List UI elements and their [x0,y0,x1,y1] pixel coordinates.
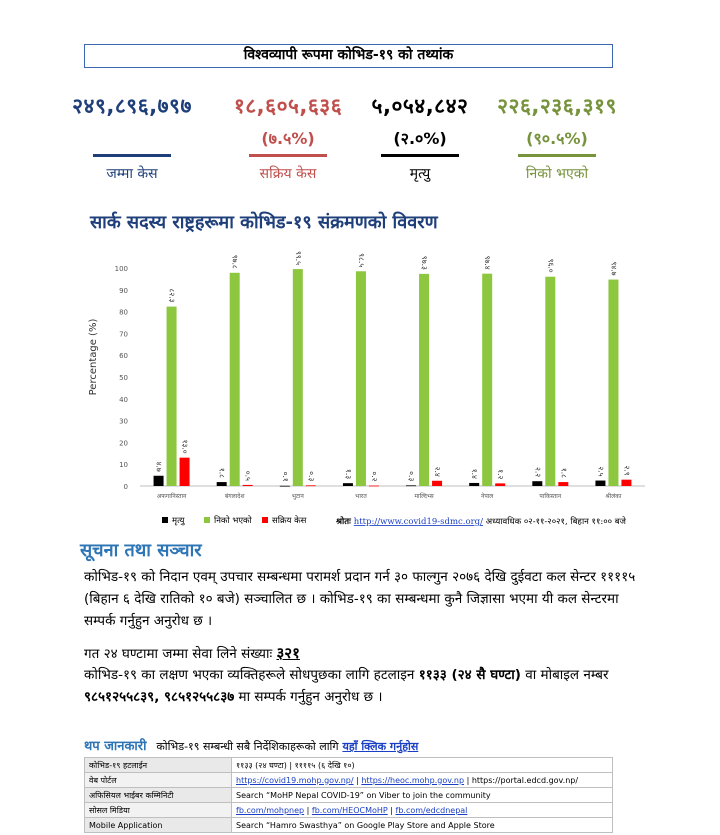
bar-0-3 [343,483,353,486]
bar-value-label: ०.३ [407,471,417,482]
y-tick-label: 10 [119,461,128,470]
bar-1-6 [545,277,555,486]
table-key: Mobile Application [85,818,232,833]
y-tick-label: 20 [119,439,128,448]
social-link-mohpnep[interactable]: fb.com/mohpnep [236,805,305,815]
social-link-heocmohp[interactable]: fb.com/HEOCMoHP [311,805,388,815]
x-tick-label: बंगलादेश [224,493,245,500]
bar-value-label: ०.३ [306,471,316,482]
x-tick-label: माल्दिभ्स [414,493,434,500]
bar-1-4 [419,274,429,486]
page-title-box [84,44,613,68]
stat-active-value: १८,६०५,६३६ [233,94,343,118]
bar-value-label: १३.० [180,439,190,454]
chart-source-prefix: श्रोतः [336,517,354,527]
bar-0-1 [217,482,227,486]
chart-legend [162,515,307,526]
page-title: विश्वव्यापी रूपमा कोभिड-१९ को तथ्यांक [243,47,454,63]
bar-value-label: १.२ [496,469,506,480]
stat-active-percent: (७.५%) [261,129,315,148]
bar-2-6 [558,482,568,486]
hotline-text-a: कोभिड-१९ का लक्षण भएका व्यक्तिहरूले सोधपुछका लागि हटलाइन [84,667,419,683]
legend-label: मृत्यु [172,516,185,526]
more-info-row [84,736,418,754]
table-row [85,773,613,788]
more-info-label: थप जानकारी [84,739,147,754]
table-key: कोभिड-१९ हटलाईन [85,758,232,773]
stat-deaths [340,92,500,185]
call-center-paragraph: कोभिड-१९ को निदान एवम् उपचार सम्बन्धमा परामर्श प्रदान गर्न ३० फाल्गुन २०७६ देखि दुईवटा कल सेन्टर ११११५ (बिहान ६ देखि रातिको १० बजे) सञ्चालित छ । कोभिड-१९ का सम्बन्धमा कुनै जिज्ञासा भएमा यी कल सेन्टरमा सम्पर्क गर्नुहुन अनुरोध छ । [84,569,636,629]
bar-0-6 [532,481,542,486]
chart-source-link: http://www.covid19-sdmc.org/ [353,517,483,527]
stat-active-label: सक्रिय केस [259,166,317,182]
legend-swatch [162,517,168,523]
bar-value-label: ९७.३ [420,255,430,270]
service-count-line [84,642,644,665]
bar-1-7 [608,280,618,486]
table-key: सोसल मिडिया [85,803,232,818]
stat-total-percent [52,128,212,150]
bar-value-label: २.५ [596,466,606,477]
chart-data-labels [155,251,632,482]
guidelines-link[interactable]: यहाँ क्लिक गर्नुहोस [342,740,419,753]
service-count-value: ३२१ [276,644,300,662]
chart-y-axis-label: Percentage (%) [88,318,99,396]
y-tick-label: 50 [119,374,128,382]
table-row [85,818,613,833]
portal-link-covid19[interactable]: https://covid19.mohp.gov.np/ [236,775,354,785]
bar-2-3 [369,486,379,487]
bar-value-label: ९४.७ [609,261,619,276]
y-tick-label: 80 [119,308,128,317]
y-tick-label: 90 [119,286,128,295]
bar-value-label: ०.१ [280,471,290,482]
bar-value-label: ९७.४ [483,255,493,270]
stat-deaths-label: मृत्यु [409,166,431,182]
legend-swatch [262,517,268,523]
y-tick-label: 70 [119,330,128,339]
bar-value-label: ०.२ [369,471,379,482]
saarc-bar-chart [80,232,650,532]
bar-value-label: २.२ [533,467,543,478]
y-tick-label: 30 [119,417,128,426]
stat-deaths-underline [381,154,459,157]
info-heading: सूचना तथा सञ्चार [80,540,202,561]
more-info-text: कोभिड-१९ सम्बन्धी सबै निर्देशिकाहरूको लागि [156,740,339,753]
stat-total-cases [52,92,212,185]
bar-0-4 [406,485,416,486]
contact-info-table [84,757,613,833]
hotline-text-e: मा सम्पर्क गर्नुहुन अनुरोध छ । [234,689,383,705]
table-row [85,758,613,773]
bar-value-label: २.४ [433,466,443,477]
bar-value-label: ०.५ [243,470,253,481]
mobile-numbers: ९८५१२५५८३९, ९८५१२५५८३७ [84,689,235,705]
bar-0-7 [595,481,605,486]
chart-source-updated: अध्यावधिक ०२-११-२०२१, बिहान ११:०० बजे [482,517,626,527]
chart-source [335,516,627,527]
bar-1-3 [356,271,366,486]
bar-1-2 [293,269,303,486]
bar-2-1 [243,485,253,486]
bar-value-label: ९७.८ [230,254,240,269]
x-tick-label: अफगानिस्तान [156,493,187,500]
social-media-links: fb.com/mohpnep | fb.com/HEOCMoHP | fb.com/edcdnepal [232,803,613,818]
stat-recovered-label: निको भएको [525,166,589,182]
bar-0-2 [280,486,290,487]
bar-0-0 [154,476,164,486]
stat-total-value: २४९,८९६,७९७ [72,94,192,118]
legend-label: सक्रिय केस [272,516,307,526]
bar-value-label: १.८ [217,467,227,479]
chart-bars [154,269,632,486]
bar-0-5 [469,483,479,486]
bar-value-label: २.९ [622,465,632,476]
hotline-paragraph [84,664,644,708]
x-tick-label: भुटान [291,493,304,500]
social-link-edcdnepal[interactable]: fb.com/edcdnepal [395,805,468,815]
bar-value-label: ९८.५ [356,253,366,268]
stat-deaths-value: ५,०५४,८४२ [371,94,469,118]
portal-link-edcd[interactable]: https://portal.edcd.gov.np/ [471,775,579,785]
stat-recovered [477,92,637,185]
table-value: Search “MoHP Nepal COVID-19” on Viber to join the community [232,788,613,803]
bar-1-5 [482,274,492,486]
bar-value-label: १.४ [470,468,480,479]
table-row [85,803,613,818]
table-key: अफिसियल भाईबर कम्मिनिटी [85,788,232,803]
bar-2-5 [495,483,505,486]
bar-value-label: ९९.५ [293,250,303,266]
table-row [85,788,613,803]
stat-recovered-value: २२६,२३६,३१९ [497,94,617,118]
bar-value-label: १.३ [343,468,353,480]
x-tick-label: श्रीलंका [605,493,622,500]
stat-recovered-underline [518,154,596,157]
bar-1-0 [167,307,177,486]
table-value: Search “Hamro Swasthya” on Google Play Store and Apple Store [232,818,613,833]
stat-active-underline [249,154,327,157]
y-tick-label: 0 [123,483,128,491]
hotline-number: ११३३ (२४ सै घण्टा) [418,667,521,683]
stat-total-underline [93,154,171,157]
bar-1-1 [230,273,240,486]
stat-total-label: जम्मा केस [106,166,158,182]
saarc-section-title: सार्क सदस्य राष्ट्रहरूमा कोभिड-१९ संक्रमणको विवरण [90,212,438,233]
stat-deaths-percent: (२.०%) [393,129,447,148]
x-tick-label: पाकिस्तान [539,493,562,500]
x-tick-label: भारत [355,493,367,500]
bar-value-label: ९६.० [546,258,556,273]
portal-link-heoc[interactable]: https://heoc.mohp.gov.np [361,775,465,785]
table-key: वेब पोर्टल [85,773,232,788]
x-tick-label: नेपाल [481,493,494,500]
chart-axes [115,265,645,500]
web-portal-links: https://covid19.mohp.gov.np/ | https://heoc.mohp.gov.np | https://portal.edcd.gov.np/ [232,773,613,788]
bar-value-label: १.८ [559,467,569,479]
stat-recovered-percent: (९०.५%) [526,129,588,148]
service-count-label: गत २४ घण्टामा जम्मा सेवा लिने संख्याः [84,646,277,662]
bar-value-label: ८२.३ [167,288,177,303]
y-tick-label: 60 [119,352,128,361]
y-tick-label: 40 [119,395,128,404]
hotline-text-c: वा मोबाइल नम्बर [520,667,609,683]
bar-2-0 [180,458,190,486]
legend-swatch [204,517,210,523]
table-value: ११३३ (२४ घण्टा) | ११११५ (६ देखि १०) [232,758,613,773]
bar-2-7 [621,480,631,486]
bar-2-2 [306,485,316,486]
y-tick-label: 100 [114,265,128,273]
bar-value-label: ४.७ [154,461,164,472]
bar-2-4 [432,481,442,486]
legend-label: निको भएको [214,516,252,526]
